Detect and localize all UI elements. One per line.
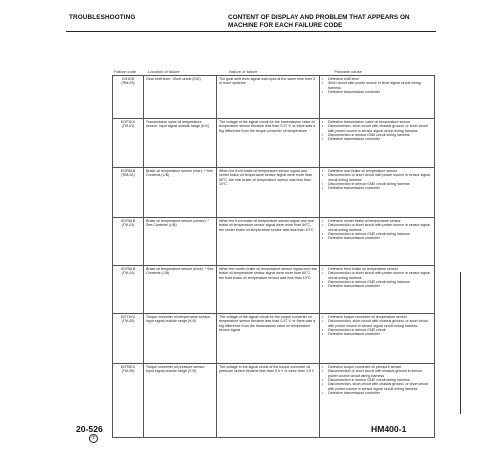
location-cell: Torque converter oil temperature sensor: Input signal outside range (K/X) [144, 314, 217, 364]
column-header-nature: Nature of failure [229, 69, 258, 74]
cause-item: • Defective torque converter oil pressure sensor [322, 365, 432, 369]
cause-list [322, 120, 432, 142]
failure-code-cell: DGF1KX (TM-01) [113, 119, 144, 168]
cause-item: • Defective transmission controller [322, 332, 432, 336]
failure-code-cell: DGR8LB (TM-04) [113, 266, 144, 314]
failure-code-cell: DGR8LB (TM-03) [113, 218, 144, 266]
table-row [113, 314, 435, 364]
cause-item: • Disconnection, short circuit with chassis ground, or short circuit with power source in sensor signal circuit wiring harness [322, 319, 432, 328]
location-cell: Brake oil temperature sensor (front): * See Contents (L/B) [144, 266, 217, 314]
cause-cell [320, 314, 435, 364]
model-name: HM400-1 [371, 424, 407, 434]
table-row [113, 119, 435, 168]
location-cell: Brake oil temperature sensor (rear): * See Contents (L/B) [144, 168, 217, 218]
nature-cell: When the front brake oil temperature sensor signal and rear brake oil temperature sensor signal were more than 60°C, the center brake oil temperature sensor was less than 10°C [217, 218, 320, 266]
failure-code-cell: DGR8LB (RM-02) [113, 168, 144, 218]
header-rule [66, 31, 436, 32]
nature-cell: The voltage in the signal circuit of the torque converter oil pressure sensor became less than 0.5 V or more than 4.5 V [217, 364, 320, 438]
cause-item: • Defective torque converter oil temperature sensor [322, 315, 432, 319]
cause-list [322, 365, 432, 395]
nature-cell: The voltage of the signal circuit for the torque converter oil temperature sensor became less than 0.97 V, or there was a big difference from the transmission valve oil temperature sensor signal [217, 314, 320, 364]
cause-item: • Disconnection or short circuit with chassis ground in sensor power source circuit wiring harness [322, 369, 432, 378]
location-cell: Brake oil temperature sensor (center): * See Contents (L/B) [144, 218, 217, 266]
table-row [113, 218, 435, 266]
location-cell: Torque converter oil pressure sensor: Input signal outside range (K/X) [144, 364, 217, 438]
cause-item: • Defective transmission controller [322, 186, 432, 190]
cause-item: • Defective transmission controller [322, 236, 432, 240]
location-cell: Gear shift lever: Short circuit (K/D) [144, 76, 217, 119]
cause-item: • Short circuit with power source in lever signal circuit wiring harness [322, 81, 432, 90]
nature-cell: When the front brake oil temperature sensor signal and center brake oil temperature sensor signal were more than 60°C, the rear brake oil temperature sensor was less than 10°C [217, 168, 320, 218]
nature-cell: When the center brake oil temperature sensor signal and rear brake oil temperature sensor signal were more than 60°C, the front brake oil temperature sensor was less than 10°C [217, 266, 320, 314]
failure-code-cell: DGT1KX (TM-05) [113, 314, 144, 364]
cause-item: • Defective center brake oil temperature sensor [322, 219, 432, 223]
cause-cell [320, 218, 435, 266]
cause-item: • Defective shift lever [322, 77, 432, 81]
cause-list [322, 219, 432, 241]
failure-code-cell: DHT5KX (TM-06) [113, 364, 144, 438]
cause-list [322, 169, 432, 191]
header-page-title: CONTENT OF DISPLAY AND PROBLEM THAT APPEARS ON MACHINE FOR EACH FAILURE CODE [228, 14, 410, 29]
nature-cell: The voltage of the signal circuit for the transmission valve oil temperature sensor became less than 0.97 V, or there was a big difference from the torque converter oil temperature [217, 119, 320, 168]
cause-item: • Defective front brake oil temperature sensor [322, 267, 432, 271]
cause-item: • Disconnection in sensor GND circuit wiring harness [322, 232, 432, 236]
cause-list [322, 315, 432, 337]
table-row [113, 76, 435, 119]
cause-cell [320, 119, 435, 168]
cause-item: • Disconnection, short circuit with chassis ground, or short circuit with power source in sensor signal circuit wiring harness [322, 382, 432, 391]
nature-cell: The gear shift lever signal was input at the same time from 2 or more systems [217, 76, 320, 119]
table-row [113, 266, 435, 314]
table-row [113, 168, 435, 218]
failure-code-cell: DH1KB (RM-03) [113, 76, 144, 119]
cause-item: • Disconnection or short circuit with power source in sensor signal circuit wiring harness [322, 271, 432, 280]
column-header-location: Location of failure [148, 69, 180, 74]
cause-item: • Defective transmission valve oil temperature sensor [322, 120, 432, 124]
page-number: 20-526 [76, 424, 103, 434]
margin-bracket [455, 272, 461, 414]
cause-list [322, 77, 432, 94]
cause-item: • Disconnection in sensor GND circuit wiring harness [322, 378, 432, 382]
cause-item: • Defective transmission controller [322, 137, 432, 141]
header-section-title: TROUBLESHOOTING [69, 14, 136, 21]
cause-item: • Defective transmission controller [322, 284, 432, 288]
column-header-failure-code: Failure code [114, 69, 137, 74]
revision-mark: ⑦ [89, 434, 98, 443]
cause-item: • Disconnection in sensor GND circuit wiring harness [322, 182, 432, 186]
cause-item: • Disconnection or short circuit with power source in sensor signal circuit wiring harness [322, 173, 432, 182]
cause-item: • Defective transmission controller [322, 90, 432, 94]
cause-item: • Defective rear brake oil temperature sensor [322, 169, 432, 173]
failure-code-table [112, 75, 435, 438]
cause-list [322, 267, 432, 289]
cause-item: • Disconnection, short circuit with chassis ground, or short circuit with power source in sensor signal circuit wiring harness [322, 124, 432, 133]
cause-cell [320, 168, 435, 218]
cause-item: • Disconnection in sensor GND circuit wiring harness [322, 133, 432, 137]
cause-cell [320, 266, 435, 314]
cause-cell [320, 76, 435, 119]
cause-item: • Defective transmission controller [322, 391, 432, 395]
location-cell: Transmission valve oil temperature sensor: Input signal outside range (K/X) [144, 119, 217, 168]
cause-item: • Disconnection in sensor GND circuit wiring harness [322, 280, 432, 284]
cause-item: • Disconnection in sensor GND circuit [322, 328, 432, 332]
column-header-cause: Probable cause [334, 69, 362, 74]
cause-item: • Disconnection or short circuit with power source in sensor signal circuit wiring harness [322, 223, 432, 232]
